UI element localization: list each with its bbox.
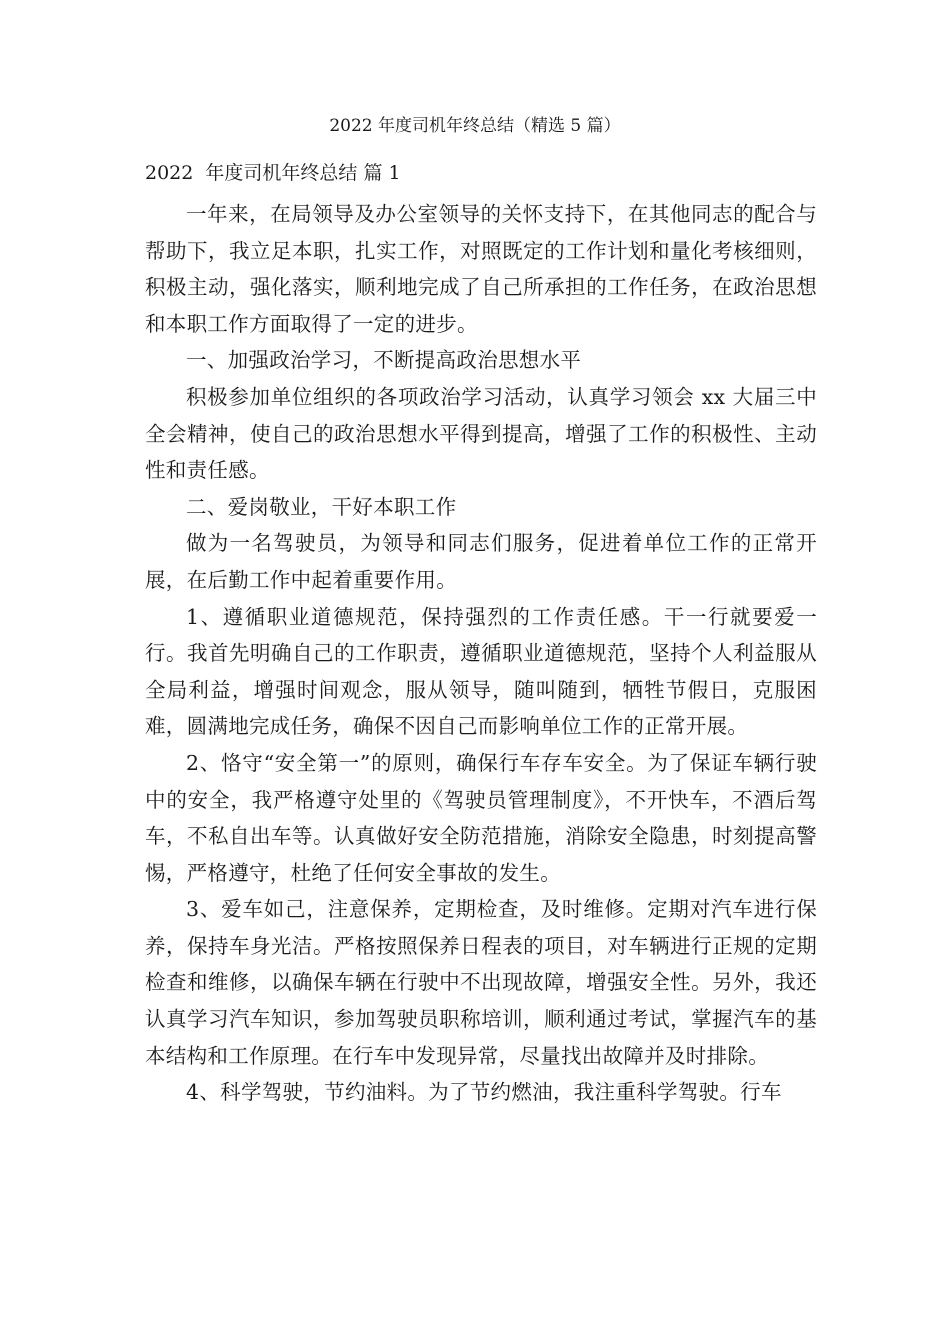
document-body xyxy=(145,196,817,1111)
section-heading: 2022 年度司机年终总结 篇 1 xyxy=(145,162,401,184)
document-title: 2022 年度司机年终总结（精选 5 篇） xyxy=(329,116,621,136)
paragraph-item-2: 2、恪守“安全第一”的原则，确保行车存车安全。为了保证车辆行驶中的安全，我严格遵守处里的《驾驶员管理制度》，不开快车，不酒后驾车，不私自出车等。认真做好安全防范措施，消除安全隐患，时刻提高警惕，严格遵守，杜绝了任何安全事故的发生。 xyxy=(145,750,817,885)
paragraph-driver-role: 做为一名驾驶员，为领导和同志们服务，促进着单位工作的正常开展，在后勤工作中起着重要作用。 xyxy=(145,531,817,592)
paragraph-item-1: 1、遵循职业道德规范，保持强烈的工作责任感。干一行就要爱一行。我首先明确自己的工作职责，遵循职业道德规范，坚持个人利益服从全局利益，增强时间观念，服从领导，随叫随到，牺牲节假日，克服困难，圆满地完成任务，确保不因自己而影响单位工作的正常开展。 xyxy=(145,604,817,739)
subheading-political-study: 一、加强政治学习，不断提高政治思想水平 xyxy=(186,348,582,373)
paragraph-political-study: 积极参加单位组织的各项政治学习活动，认真学习领会 xx 大届三中全会精神，使自己的政治思想水平得到提高，增强了工作的积极性、主动性和责任感。 xyxy=(145,384,817,483)
paragraph-intro: 一年来，在局领导及办公室领导的关怀支持下，在其他同志的配合与帮助下，我立足本职，扎实工作，对照既定的工作计划和量化考核细则，积极主动，强化落实，顺利地完成了自己所承担的工作任务，在政治思想和本职工作方面取得了一定的进步。 xyxy=(145,202,817,336)
paragraph-item-3: 3、爱车如己，注意保养，定期检查，及时维修。定期对汽车进行保养，保持车身光洁。严格按照保养日程表的项目，对车辆进行正规的定期检查和维修，以确保车辆在行驶中不出现故障，增强安全性。另外，我还认真学习汽车知识，参加驾驶员职称培训，顺利通过考试，掌握汽车的基本结构和工作原理。在行车中发现异常，尽量找出故障并及时排除。 xyxy=(145,897,817,1068)
paragraph-item-4: 4、科学驾驶，节约油料。为了节约燃油，我注重科学驾驶。行车 xyxy=(186,1080,782,1105)
subheading-job-dedication: 二、爱岗敬业，干好本职工作 xyxy=(186,494,457,519)
